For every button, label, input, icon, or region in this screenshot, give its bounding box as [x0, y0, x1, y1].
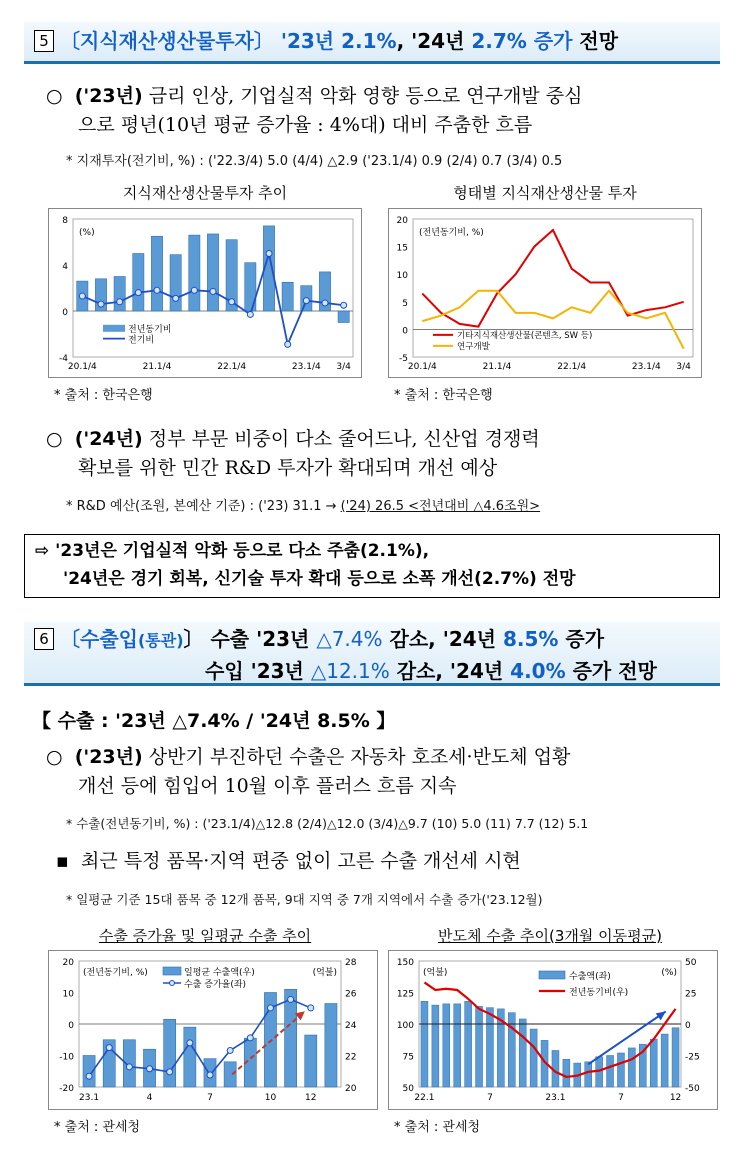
- line-point: [167, 1069, 173, 1075]
- line-point: [247, 311, 253, 317]
- y-tick-label: 100: [396, 1021, 414, 1031]
- x-tick-label: 21.1/4: [142, 362, 172, 372]
- chart1-svg: [49, 209, 361, 377]
- bullet-icon: ○: [46, 746, 63, 768]
- chart4: [388, 950, 718, 1110]
- y-tick-label: 75: [402, 1052, 414, 1063]
- x-tick-label: 10: [264, 1093, 277, 1103]
- chart4-title: 반도체 수출 추이(3개월 이동평균): [438, 927, 662, 945]
- bar: [224, 1062, 236, 1087]
- section-number: 5: [34, 30, 54, 52]
- section-number: 6: [34, 628, 54, 650]
- y-tick-label: -10: [59, 1052, 74, 1063]
- line-point: [303, 298, 309, 304]
- bar: [151, 236, 162, 311]
- bullet-text: 정부 부문 비중이 다소 줄어드나, 신산업 경쟁력: [142, 428, 540, 450]
- x-tick-label: 7: [618, 1093, 624, 1103]
- legend-bar-swatch: [103, 325, 125, 332]
- y2-tick-label: 22: [345, 1052, 357, 1063]
- line-point: [191, 287, 197, 293]
- line-point: [210, 288, 216, 294]
- y-tick-label: 10: [396, 271, 408, 282]
- line-point: [227, 1047, 233, 1053]
- x-tick-label: 20.1/4: [67, 362, 97, 372]
- x-tick-label: 12: [669, 1093, 682, 1103]
- header-text-end: 전망: [572, 29, 619, 53]
- line-point: [187, 1040, 193, 1046]
- header-text: , '24년: [396, 29, 472, 53]
- legend-label: 전년동기비(우): [569, 988, 629, 998]
- line-point: [288, 996, 294, 1002]
- s6-note2: * 일평균 기준 15대 품목 중 12개 품목, 9대 지역 중 7개 지역에서 수출 증가('23.12월): [66, 892, 543, 907]
- line-point: [322, 300, 328, 306]
- bullet-text: 최근 특정 품목·지역 편중 없이 고른 수출 개선세 시현: [80, 850, 521, 872]
- bar: [421, 1001, 428, 1087]
- line-point: [207, 1072, 213, 1078]
- bullet-lead: ('24년): [74, 428, 143, 450]
- header-text: 수입 '23년: [205, 659, 311, 683]
- line-point: [126, 1064, 132, 1070]
- bullet-text-2: 개선 등에 힘입어 10월 이후 플러스 흐름 지속: [78, 775, 457, 797]
- header-import-23: △12.1%: [310, 659, 390, 683]
- arrow-icon: ⇨: [35, 541, 50, 561]
- header-text: 증가 전망: [565, 659, 657, 683]
- source2: * 출처 : 한국은행: [394, 388, 493, 403]
- legend-label: 연구개발: [457, 341, 490, 352]
- bar: [563, 1059, 570, 1087]
- x-tick-label: 23.1/4: [291, 362, 321, 372]
- bullet-lead: ('23년): [74, 85, 143, 107]
- line-point: [341, 302, 347, 308]
- legend-label: 수출액(좌): [569, 972, 611, 982]
- bar: [672, 1028, 679, 1087]
- line-point: [266, 251, 272, 257]
- trend-arrow-head: [656, 1011, 666, 1020]
- line-point: [308, 1005, 314, 1011]
- y-tick-label: 50: [402, 1084, 414, 1094]
- bar: [325, 1004, 337, 1087]
- source3: * 출처 : 관세청: [54, 1120, 141, 1135]
- s6-subheading: 【 수출 : '23년 △7.4% / '24년 8.5% 】: [32, 710, 396, 732]
- y-tick-label: 20: [396, 216, 408, 226]
- y2-tick-label: 24: [345, 1021, 357, 1031]
- bar: [650, 1039, 657, 1087]
- y2-tick-label: 0: [685, 1021, 691, 1031]
- bar: [305, 1035, 317, 1087]
- legend-bar-swatch: [539, 971, 565, 979]
- x-tick-label: 21.1/4: [482, 362, 512, 372]
- section5-header: [24, 22, 720, 64]
- legend-bar-swatch: [163, 967, 181, 975]
- y-tick-label: 0: [62, 308, 68, 318]
- bullet-text: 상반기 부진하던 수출은 자동차 호조세·반도체 업황: [142, 746, 571, 768]
- x-tick-label: 22.1/4: [217, 362, 247, 372]
- header-topic-sub: (통관): [137, 631, 184, 650]
- line-point: [154, 287, 160, 293]
- header-export-23: △7.4%: [316, 627, 383, 651]
- y2-tick-label: -25: [685, 1052, 700, 1063]
- bar: [519, 1019, 526, 1087]
- x-tick-label: 3/4: [676, 362, 691, 372]
- y2-tick-label: -50: [685, 1084, 700, 1094]
- chart1-title: 지식재산생산물투자 추이: [122, 184, 288, 202]
- line-point: [98, 301, 104, 307]
- summary-line1: '23년은 기업실적 악화 등으로 다소 주춤(2.1%),: [55, 541, 430, 561]
- y2-axis-label: (억불): [312, 968, 337, 978]
- x-tick-label: 7: [487, 1093, 493, 1103]
- bullet-icon: ○: [46, 428, 63, 450]
- y-tick-label: -4: [59, 354, 68, 364]
- x-tick-label: 23.1/4: [631, 362, 661, 372]
- y-tick-label: -5: [399, 354, 408, 364]
- bar: [486, 1008, 493, 1087]
- bar: [607, 1056, 614, 1088]
- series-line: [89, 999, 311, 1076]
- header-text: 감소, '24년: [389, 659, 511, 683]
- bar: [661, 1034, 668, 1087]
- bar: [530, 1029, 537, 1087]
- bar: [628, 1048, 635, 1087]
- summary-line2: '24년은 경기 회복, 신기술 투자 확대 등으로 소폭 개선(2.7%) 전망: [63, 569, 576, 589]
- line-point: [173, 295, 179, 301]
- header-text: 증가: [558, 627, 605, 651]
- header-export-24: 8.5%: [502, 627, 559, 651]
- y-axis-label: (전년동기비, %): [419, 228, 484, 238]
- chart1: [48, 208, 362, 378]
- bar: [465, 1001, 472, 1087]
- bar: [338, 311, 349, 323]
- note-text: * R&D 예산(조원, 본예산 기준) : ('23) 31.1 →: [66, 499, 341, 514]
- source1: * 출처 : 한국은행: [54, 388, 153, 403]
- header-topic: 〔지식재산생산물투자〕 '23년: [60, 29, 342, 53]
- legend-label: 일평균 수출액(우): [184, 968, 255, 978]
- line-point: [229, 299, 235, 305]
- source4: * 출처 : 관세청: [394, 1120, 481, 1135]
- bar: [585, 1062, 592, 1087]
- s5-summary-box: [24, 534, 720, 598]
- x-tick-label: 3/4: [336, 362, 351, 372]
- bar: [207, 234, 218, 311]
- s6-note1: * 수출(전년동기비, %) : ('23.1/4)△12.8 (2/4)△12.0 (3/4)△9.7 (10) 5.0 (11) 7.7 (12) 5.1: [66, 816, 589, 831]
- line-point: [147, 1066, 153, 1072]
- s5-bullet2: [46, 425, 726, 483]
- chart3-title: 수출 증가율 및 일평균 수출 추이: [98, 927, 312, 945]
- bar: [189, 235, 200, 311]
- s5-bullet1: [46, 82, 726, 140]
- y-tick-label: 5: [402, 298, 408, 309]
- x-tick-label: 23.1: [545, 1093, 566, 1103]
- y-axis-label: (%): [79, 228, 95, 238]
- chart2-svg: [389, 209, 701, 377]
- bar: [282, 282, 293, 311]
- bullet-icon: ▪: [56, 850, 69, 872]
- x-tick-label: 22.1/4: [557, 362, 587, 372]
- y-tick-label: -20: [59, 1084, 74, 1094]
- y-tick-label: 4: [62, 262, 68, 272]
- legend-label: 수출 증가율(좌): [184, 980, 247, 990]
- line-point: [86, 1073, 92, 1079]
- y-axis-label: (억불): [423, 968, 448, 978]
- y-tick-label: 0: [68, 1021, 74, 1031]
- x-tick-label: 4: [146, 1093, 153, 1103]
- x-tick-label: 7: [207, 1093, 213, 1103]
- legend-label: 전년동기비: [128, 324, 172, 335]
- line-point: [117, 299, 123, 305]
- bar: [617, 1053, 624, 1087]
- y-tick-label: 8: [62, 216, 68, 226]
- x-tick-label: 22.1: [414, 1093, 435, 1103]
- legend-label: 전기비: [128, 335, 155, 346]
- chart2: [388, 208, 702, 378]
- series-line: [422, 230, 683, 327]
- header-value-24: 2.7% 증가: [471, 29, 573, 53]
- y2-tick-label: 26: [345, 989, 357, 1000]
- header-text: 〕 수출 '23년: [183, 627, 317, 651]
- bullet-icon: ○: [46, 85, 63, 107]
- y-axis-label: (전년동기비, %): [83, 968, 148, 978]
- bar: [114, 277, 125, 312]
- line-point: [79, 293, 85, 299]
- y-tick-label: 10: [62, 989, 74, 1000]
- y-tick-label: 20: [62, 958, 74, 968]
- s5-note1: * 지재투자(전기비, %) : ('22.3/4) 5.0 (4/4) △2.9 ('23.1/4) 0.9 (2/4) 0.7 (3/4) 0.5: [66, 154, 563, 169]
- s6-bullet1: [46, 743, 736, 801]
- bullet-lead: ('23년): [74, 746, 143, 768]
- x-tick-label: 20.1/4: [407, 362, 437, 372]
- chart3-svg: [49, 951, 377, 1109]
- bar: [184, 1027, 196, 1087]
- line-point: [247, 1035, 253, 1041]
- bar: [443, 1004, 450, 1087]
- s6-bullet2: [56, 847, 736, 876]
- y2-axis-label: (%): [661, 968, 677, 978]
- y-tick-label: 0: [402, 326, 408, 337]
- note-underlined: ('24) 26.5 <전년대비 △4.6조원>: [340, 499, 541, 514]
- y-tick-label: 125: [396, 989, 414, 1000]
- s5-note2: [66, 495, 540, 514]
- y2-tick-label: 20: [345, 1084, 357, 1094]
- line-point: [267, 1005, 273, 1011]
- header-value-23: 2.1%: [341, 29, 397, 53]
- x-tick-label: 23.1: [79, 1093, 100, 1103]
- bullet-text-2: 확보를 위한 민간 R&D 투자가 확대되며 개선 예상: [78, 457, 498, 479]
- y-tick-label: 15: [396, 243, 408, 254]
- y-tick-label: 150: [396, 958, 414, 968]
- bullet-text-2: 으로 평년(10년 평균 증가율 : 4%대) 대비 주춤한 흐름: [78, 114, 533, 136]
- chart3: [48, 950, 378, 1110]
- y2-tick-label: 28: [345, 958, 357, 968]
- y2-tick-label: 50: [685, 958, 697, 968]
- bar: [432, 1005, 439, 1087]
- header-import-24: 4.0%: [510, 659, 566, 683]
- bar: [164, 1019, 176, 1087]
- chart4-svg: [389, 951, 717, 1109]
- header-text: 감소, '24년: [382, 627, 503, 651]
- bullet-text: 금리 인상, 기업실적 악화 영향 등으로 연구개발 중심: [142, 85, 583, 107]
- legend-marker: [170, 981, 175, 986]
- line-point: [135, 290, 141, 296]
- bar: [476, 1006, 483, 1087]
- bar: [133, 254, 144, 312]
- y2-tick-label: 25: [685, 989, 697, 1000]
- line-point: [106, 1045, 112, 1051]
- header-topic: 〔수출입: [60, 627, 138, 651]
- bar: [170, 255, 181, 311]
- legend-label: 기타지식재산생산물(콘텐츠, SW 등): [457, 330, 593, 341]
- line-point: [285, 341, 291, 347]
- x-tick-label: 12: [305, 1093, 317, 1103]
- chart2-title: 형태별 지식재산생산물 투자: [453, 184, 637, 202]
- section6-header: [24, 622, 720, 686]
- bar: [454, 1004, 461, 1087]
- bar: [285, 989, 297, 1087]
